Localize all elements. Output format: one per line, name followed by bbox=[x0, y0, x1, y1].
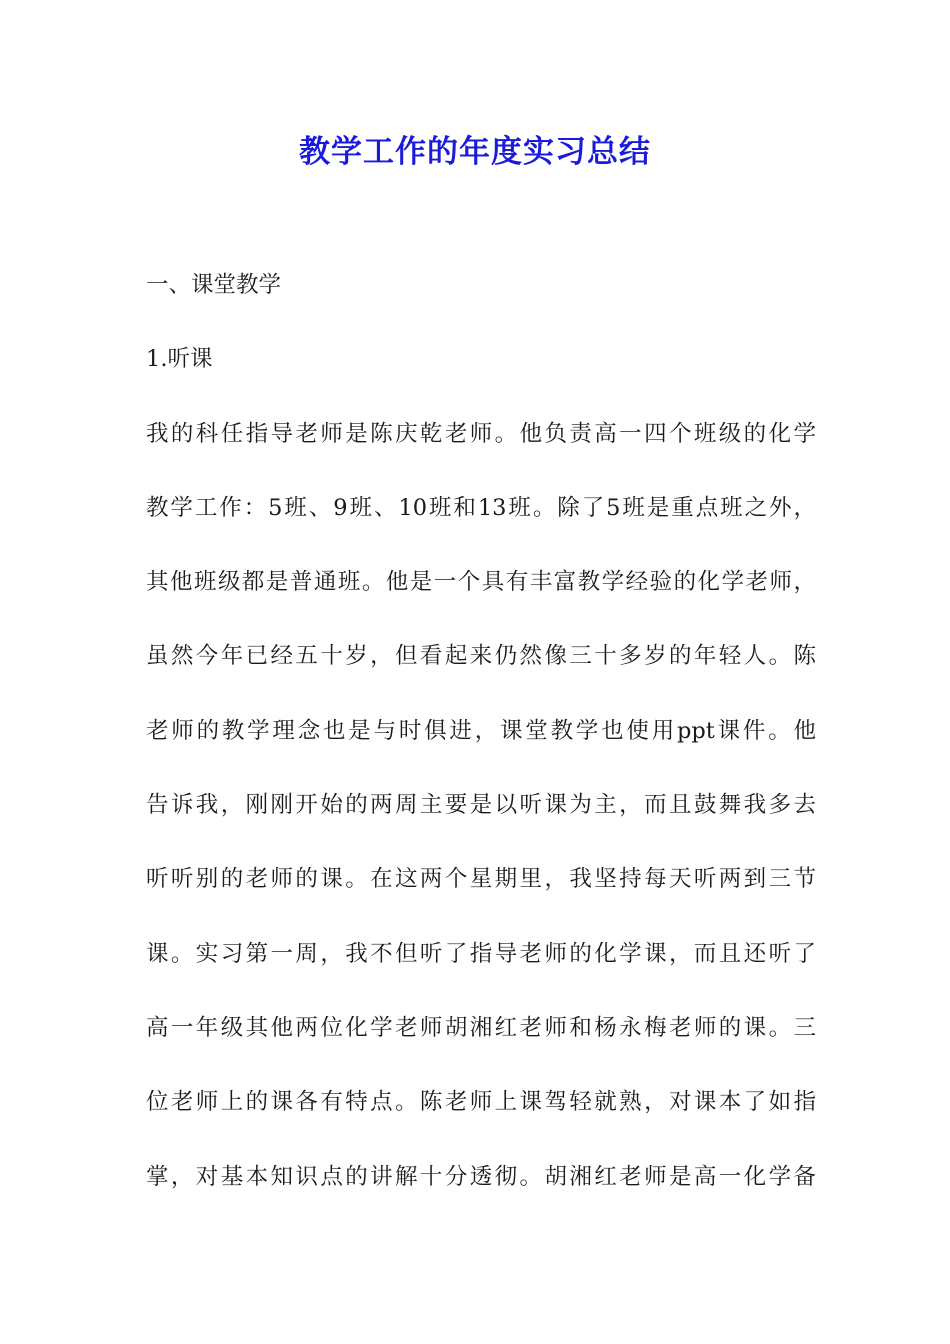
paragraph-line: 掌，对基本知识点的讲解十分透彻。胡湘红老师是高一化学备 bbox=[146, 1163, 816, 1190]
paragraph-line: 告诉我，刚刚开始的两周主要是以听课为主，而且鼓舞我多去 bbox=[146, 792, 816, 819]
section-heading: 一、课堂教学 bbox=[146, 272, 282, 298]
paragraph-line: 老师的教学理念也是与时俱进，课堂教学也使用ppt课件。他 bbox=[146, 717, 816, 744]
paragraph-line: 高一年级其他两位化学老师胡湘红老师和杨永梅老师的课。三 bbox=[146, 1014, 816, 1041]
document-title: 教学工作的年度实习总结 bbox=[299, 134, 651, 170]
paragraph-line: 虽然今年已经五十岁，但看起来仍然像三十多岁的年轻人。陈 bbox=[146, 643, 816, 670]
document-body bbox=[146, 258, 816, 1224]
paragraph-line: 我的科任指导老师是陈庆乾老师。他负责高一四个班级的化学 bbox=[146, 420, 816, 447]
paragraph-line: 听听别的老师的课。在这两个星期里，我坚持每天听两到三节 bbox=[146, 866, 816, 893]
paragraph-line: 位老师上的课各有特点。陈老师上课驾轻就熟，对课本了如指 bbox=[146, 1089, 816, 1116]
paragraph-line: 课。实习第一周，我不但听了指导老师的化学课，而且还听了 bbox=[146, 940, 816, 967]
paragraph-line: 其他班级都是普通班。他是一个具有丰富教学经验的化学老师， bbox=[146, 569, 816, 596]
subsection-heading: 1.听课 bbox=[146, 346, 213, 373]
paragraph-line: 教学工作：5班、9班、10班和13班。除了5班是重点班之外， bbox=[146, 494, 816, 521]
